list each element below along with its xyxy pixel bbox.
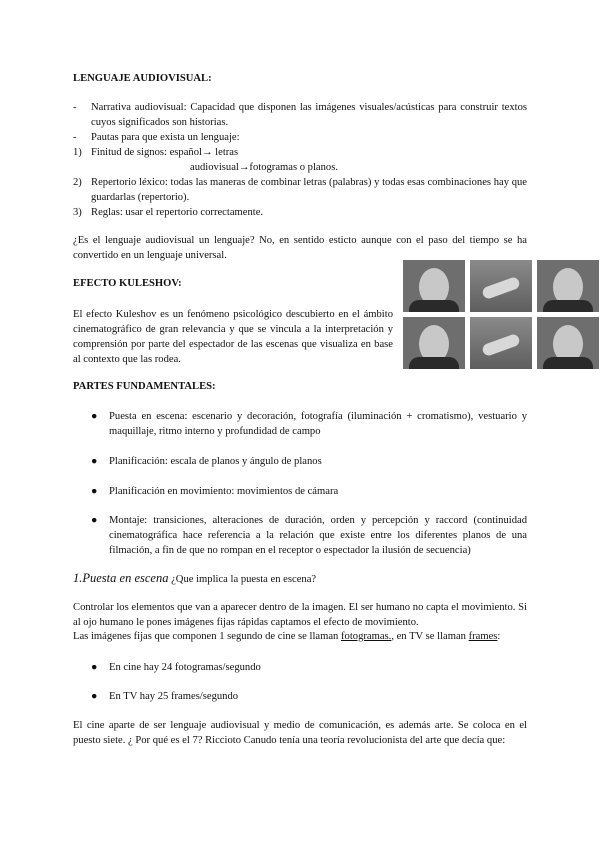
- kuleshov-image-grid: [403, 260, 600, 370]
- list-item: ● Montaje: transiciones, alteraciones de duración, orden y percepción y raccord (continuidad cinematográfica hace referencia a la relación que existe entre los diferentes planos de una filmación, a fin de que no rompan en el receptor o espectador la ilusión de secuencia): [91, 515, 527, 556]
- list-item: ● En cine hay 24 fotogramas/segundo: [91, 662, 261, 673]
- paragraph-fotogramas: Las imágenes fijas que componen 1 segundo de cine se llaman fotogramas., en TV se llaman frames:: [73, 631, 501, 642]
- heading-lenguaje-audiovisual: LENGUAJE AUDIOVISUAL:: [73, 73, 212, 84]
- kuleshov-face-image: [537, 317, 599, 369]
- list-item: 3) Reglas: usar el repertorio correctamente.: [73, 207, 264, 218]
- list-item: 1) Finitud de signos: español→ letras audiovisual→fotogramas o planos.: [73, 147, 338, 173]
- list-item: ● En TV hay 25 frames/segundo: [91, 691, 239, 702]
- list-item: - Narrativa audiovisual: Capacidad que disponen las imágenes visuales/acústicas para construir textos cuyos significados son historias.: [73, 102, 527, 128]
- section-puesta-en-escena: 1.Puesta en escena ¿Que implica la puesta en escena?: [73, 571, 317, 585]
- list-pautas: [73, 100, 527, 220]
- kuleshov-face-image: [403, 260, 465, 312]
- kuleshov-face-image: [537, 260, 599, 312]
- list-item: ● Puesta en escena: escenario y decoración, fotografía (iluminación + cromatismo), vestuario y maquillaje, ritmo interno y profundidad de campo: [91, 411, 527, 437]
- paragraph-controlar: Controlar los elementos que van a aparecer dentro de la imagen. El ser humano no capta el movimiento. Si al ojo humano le pones imágenes fijas rápidas captamos el efecto de movimiento.: [73, 602, 527, 628]
- heading-partes-fundamentales: PARTES FUNDAMENTALES:: [73, 381, 216, 392]
- list-item: ● Planificación: escala de planos y ángulo de planos: [91, 456, 322, 467]
- question-paragraph: ¿Es el lenguaje audiovisual un lenguaje? No, en sentido esticto aunque con el paso del tiempo se ha convertido en un lenguaje universal.: [73, 235, 527, 261]
- list-item: ● Planificación en movimiento: movimientos de cámara: [91, 486, 339, 497]
- kuleshov-woman-image: [470, 317, 532, 369]
- heading-efecto-kuleshov: EFECTO KULESHOV:: [73, 278, 182, 289]
- kuleshov-paragraph: El efecto Kuleshov es un fenómeno psicológico descubierto en el ámbito cinematográfico de gran relevancia y que se vincula a la interpretación y comprensión por parte del espectador de las escenas que visualiza en base al contexto que las rodea.: [73, 309, 393, 365]
- kuleshov-woman-image: [470, 260, 532, 312]
- paragraph-cine-arte: El cine aparte de ser lenguaje audiovisual y medio de comunicación, es además arte. Se coloca en el puesto siete. ¿ Por qué es el 7? Riccioto Canudo tenía una teoría revolucionista del arte que decía que:: [73, 720, 527, 746]
- list-item: 2) Repertorio léxico: todas las maneras de combinar letras (palabras) y todas esas combinaciones hay que guardarlas (repertorio).: [73, 177, 527, 203]
- list-item: - Pautas para que exista un lenguaje:: [73, 132, 240, 143]
- kuleshov-face-image: [403, 317, 465, 369]
